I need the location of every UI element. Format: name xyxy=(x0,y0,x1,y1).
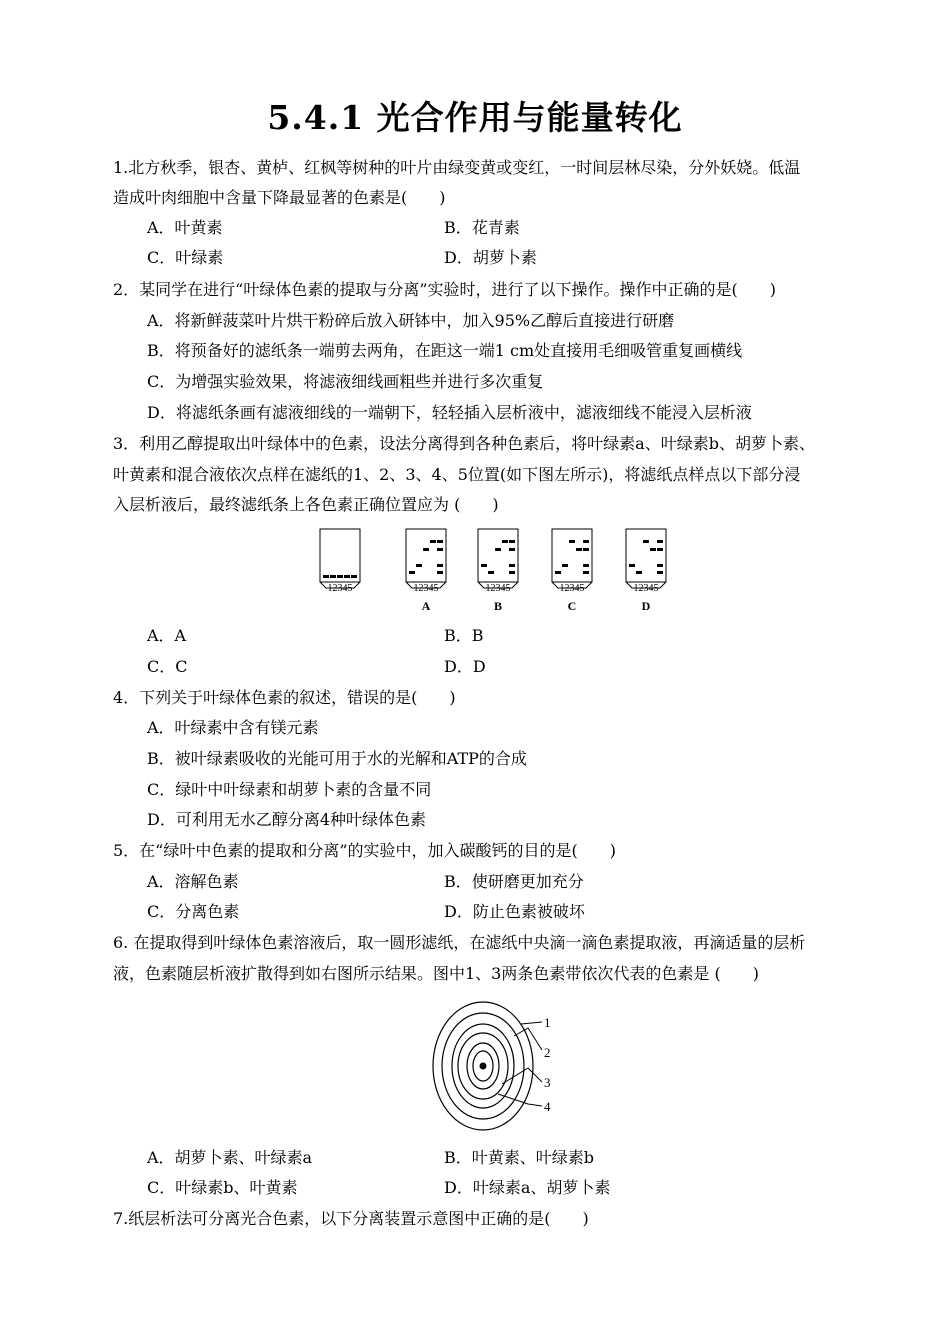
strip-numbers-a: 12345 xyxy=(413,583,439,594)
q3-option-c: C．C xyxy=(147,657,188,676)
circular-chromatography-figure xyxy=(428,996,568,1140)
q1-option-b: B．花青素 xyxy=(444,218,520,237)
ring-label-4: 4 xyxy=(544,1099,551,1114)
q5-option-b: B．使研磨更加充分 xyxy=(444,872,584,891)
chromatography-strips-figure xyxy=(318,526,668,616)
q7-stem: 7.纸层析法可分离光合色素，以下分离装置示意图中正确的是( ) xyxy=(113,1209,589,1228)
q3-stem-line3: 入层析液后，最终滤纸条上各色素正确位置应为 ( ) xyxy=(113,495,499,514)
q1-option-c: C．叶绿素 xyxy=(147,248,224,267)
q6-option-a: A．胡萝卜素、叶绿素a xyxy=(147,1148,313,1167)
q6-stem-line2: 液，色素随层析液扩散得到如右图所示结果。图中1、3两条色素带依次代表的色素是 ( ) xyxy=(113,964,759,983)
q5-option-c: C．分离色素 xyxy=(147,902,240,921)
q1-stem-line2: 造成叶肉细胞中含量下降最显著的色素是( ) xyxy=(113,188,446,207)
q5-option-d: D．防止色素被破坏 xyxy=(444,902,585,921)
q4-option-d: D．可利用无水乙醇分离4种叶绿体色素 xyxy=(147,810,427,829)
q3-stem-line1: 3．利用乙醇提取出叶绿体中的色素，设法分离得到各种色素后，将叶绿素a、叶绿素b、胡萝卜素、 xyxy=(113,434,815,453)
q3-stem-line2: 叶黄素和混合液依次点样在滤纸的1、2、3、4、5位置(如下图左所示)，将滤纸点样点以下部分浸 xyxy=(113,465,801,484)
ring-label-3: 3 xyxy=(544,1075,551,1090)
q2-option-d: D．将滤纸条画有滤液细线的一端朝下，轻轻插入层析液中，滤液细线不能浸入层析液 xyxy=(147,403,752,422)
q5-stem: 5．在“绿叶中色素的提取和分离”的实验中，加入碳酸钙的目的是( ) xyxy=(113,841,617,860)
strip-numbers-c: 12345 xyxy=(559,583,585,594)
strip-numbers-b: 12345 xyxy=(485,583,511,594)
q1-option-d: D．胡萝卜素 xyxy=(444,248,537,267)
q1-option-a: A．叶黄素 xyxy=(147,218,223,237)
q4-option-c: C．绿叶中叶绿素和胡萝卜素的含量不同 xyxy=(147,780,432,799)
q2-option-a: A．将新鲜菠菜叶片烘干粉碎后放入研钵中，加入95%乙醇后直接进行研磨 xyxy=(147,311,675,330)
q6-option-c: C．叶绿素b、叶黄素 xyxy=(147,1178,298,1197)
q1-stem-line1: 1.北方秋季，银杏、黄栌、红枫等树种的叶片由绿变黄或变红，一时间层林尽染，分外妖娆。低温 xyxy=(113,158,801,177)
strip-label-d: D xyxy=(641,599,651,613)
strip-label-a: A xyxy=(421,599,431,613)
q3-option-a: A．A xyxy=(147,626,187,645)
strip-numbers-ref: 12345 xyxy=(327,583,353,594)
q3-option-d: D．D xyxy=(444,657,486,676)
q3-option-b: B．B xyxy=(444,626,484,645)
strip-label-b: B xyxy=(493,599,503,613)
strip-label-c: C xyxy=(567,599,577,613)
q2-option-c: C．为增强实验效果，将滤液细线画粗些并进行多次重复 xyxy=(147,372,544,391)
q6-option-b: B．叶黄素、叶绿素b xyxy=(444,1148,595,1167)
page-title: 5.4.1 光合作用与能量转化 xyxy=(267,98,683,137)
q6-option-d: D．叶绿素a、胡萝卜素 xyxy=(444,1178,611,1197)
q4-option-a: A．叶绿素中含有镁元素 xyxy=(147,718,319,737)
q4-option-b: B．被叶绿素吸收的光能可用于水的光解和ATP的合成 xyxy=(147,749,527,768)
q6-stem-line1: 6. 在提取得到叶绿体色素溶液后，取一圆形滤纸，在滤纸中央滴一滴色素提取液，再滴适量的层析 xyxy=(113,933,806,952)
ring-label-1: 1 xyxy=(544,1015,551,1030)
q5-option-a: A．溶解色素 xyxy=(147,872,239,891)
q2-option-b: B．将预备好的滤纸条一端剪去两角，在距这一端1 cm处直接用毛细吸管重复画横线 xyxy=(147,341,743,360)
q4-stem: 4．下列关于叶绿体色素的叙述，错误的是( ) xyxy=(113,688,456,707)
strip-numbers-d: 12345 xyxy=(633,583,659,594)
q2-stem: 2．某同学在进行“叶绿体色素的提取与分离”实验时，进行了以下操作。操作中正确的是( ) xyxy=(113,280,777,299)
ring-label-2: 2 xyxy=(544,1045,551,1060)
